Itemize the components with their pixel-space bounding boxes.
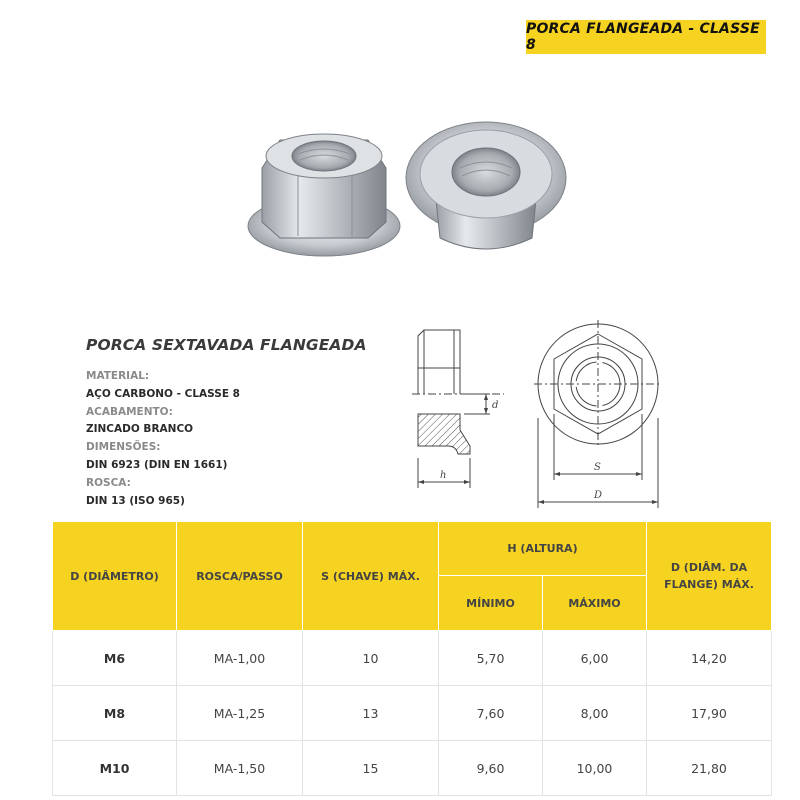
cell-thread: MA-1,25 [177,686,303,741]
technical-drawing-side [404,318,512,496]
header-diameter: D (DIÂMETRO) [53,522,177,631]
material-label: MATERIAL: [86,370,150,382]
dimensions-table [52,521,772,796]
header-height-max: MÁXIMO [543,576,647,631]
cell-diameter: M8 [53,686,177,741]
header-wrench-size: S (CHAVE) MÁX. [303,522,439,631]
table-row [53,631,772,686]
cell-height-max: 8,00 [543,686,647,741]
header-thread-pitch: ROSCA/PASSO [177,522,303,631]
thread-label: ROSCA: [86,476,131,489]
dimension-label-s: S [594,462,601,473]
header-flange-diameter: D (DIÂM. DA FLANGE) MÁX. [647,522,772,631]
thread-value: DIN 13 (ISO 965) [86,494,185,507]
nut-photo-right [406,122,566,249]
dimensions-value: DIN 6923 (DIN EN 1661) [86,458,228,471]
nut-photo-left [248,134,400,256]
finish-value: ZINCADO BRANCO [86,423,194,436]
cell-wrench: 10 [303,631,439,686]
technical-drawing-front [520,318,680,510]
cell-wrench: 15 [303,741,439,796]
header-height-min: MÍNIMO [439,576,543,631]
cell-wrench: 13 [303,686,439,741]
cell-thread: MA-1,50 [177,741,303,796]
product-title: PORCA SEXTAVADA FLANGEADA [86,336,367,354]
cell-height-max: 10,00 [543,741,647,796]
cell-diameter: M10 [53,741,177,796]
spec-list [86,368,386,510]
product-photo [240,110,570,280]
cell-height-min: 5,70 [439,631,543,686]
dimensions-label: DIMENSÕES: [86,441,161,454]
table-row [53,741,772,796]
cell-diameter: M6 [53,631,177,686]
product-category-badge: PORCA FLANGEADA - CLASSE 8 [526,20,766,54]
material-value: AÇO CARBONO - CLASSE 8 [86,387,240,400]
dimension-label-D: D [594,490,603,501]
table-row [53,686,772,741]
cell-flange: 21,80 [647,741,772,796]
dimension-label-h: h [440,470,447,481]
cell-height-min: 7,60 [439,686,543,741]
cell-thread: MA-1,00 [177,631,303,686]
cell-flange: 14,20 [647,631,772,686]
dimension-label-d: d [492,400,499,411]
cell-height-max: 6,00 [543,631,647,686]
cell-height-min: 9,60 [439,741,543,796]
header-height: H (ALTURA) [439,522,647,576]
cell-flange: 17,90 [647,686,772,741]
finish-label: ACABAMENTO: [86,405,173,418]
